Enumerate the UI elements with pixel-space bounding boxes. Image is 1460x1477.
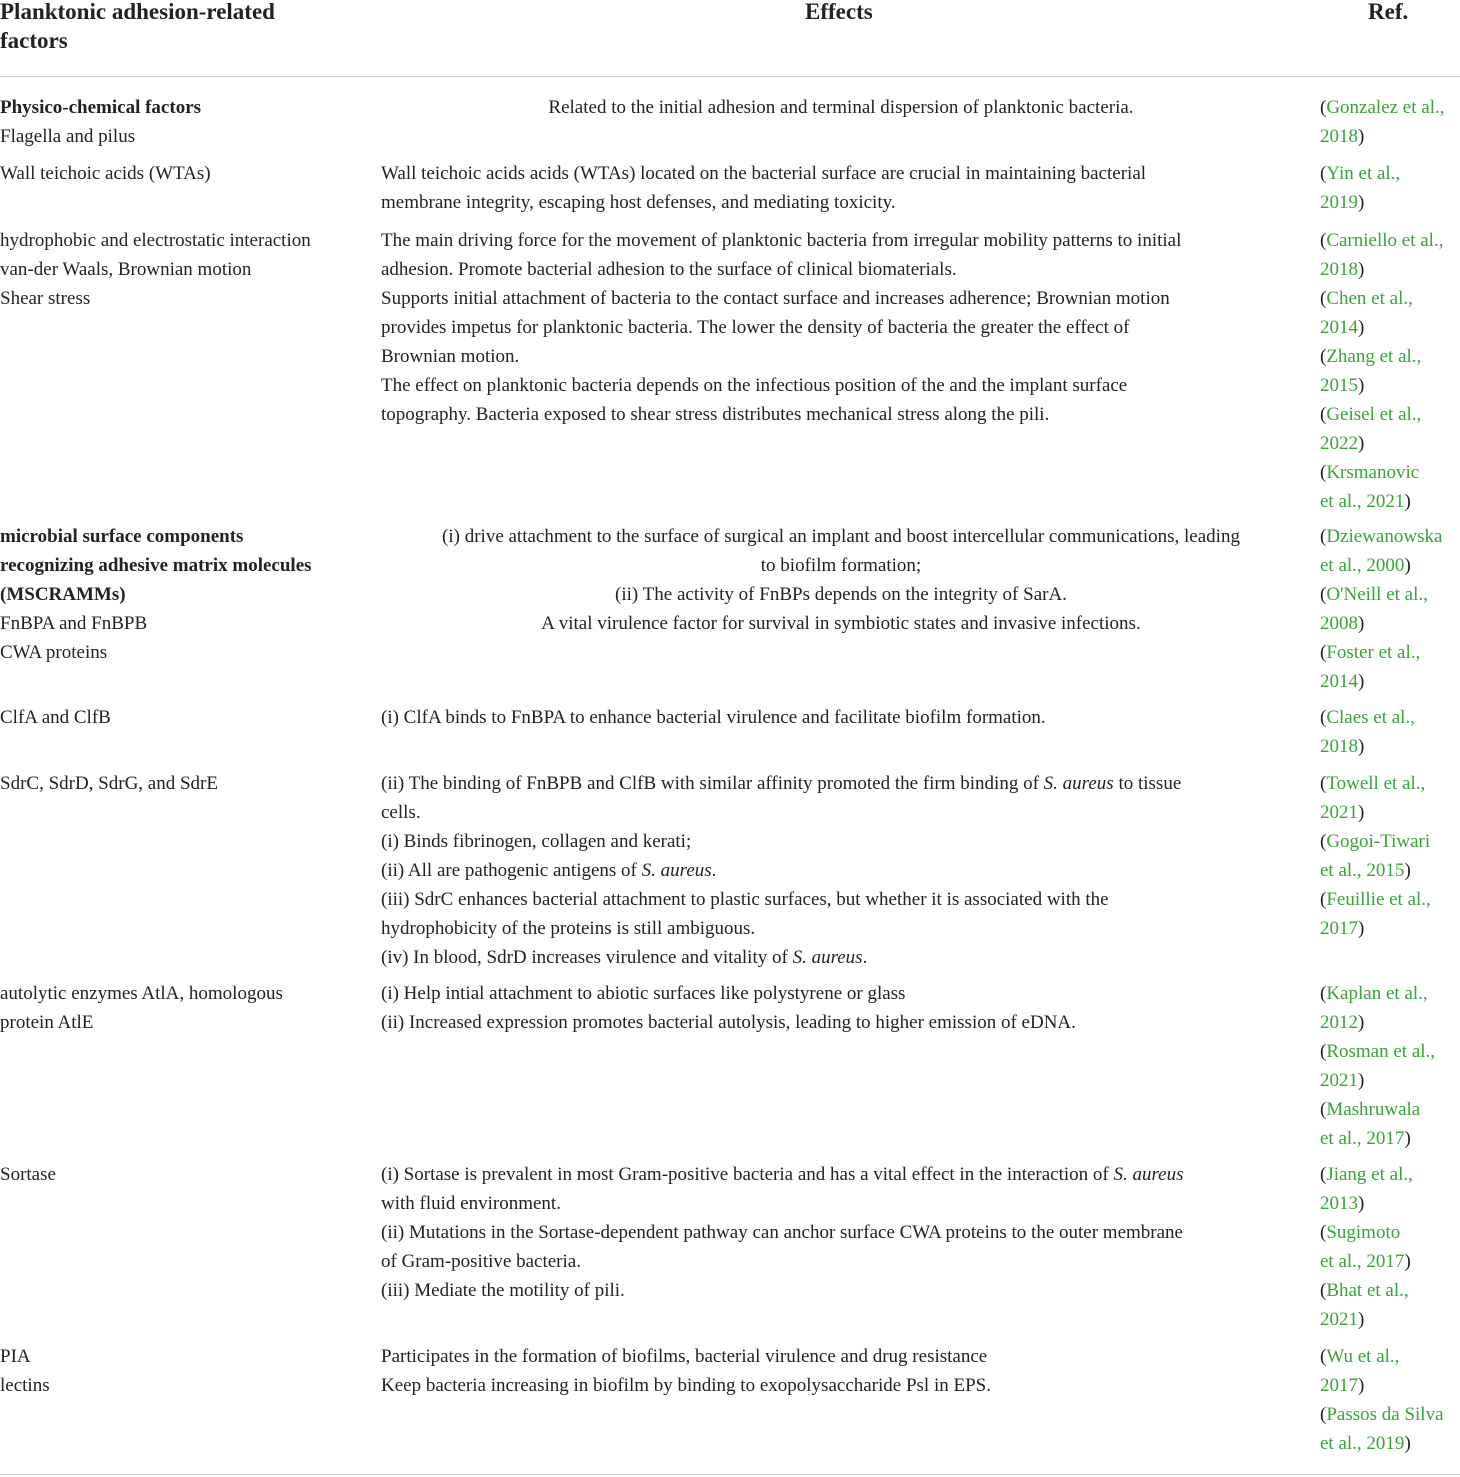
effects-cell: Participates in the formation of biofilms, bacterial virulence and drug resistance Keep bacteria increasing in biofilm by binding to exopolysaccharide Psl in EPS. — [381, 1346, 991, 1396]
ref-link[interactable]: (Feuillie et al., — [1320, 889, 1431, 910]
factor-cell: PIA lectins — [0, 1346, 50, 1396]
ref-cell: (Claes et al., 2018) — [1320, 703, 1460, 761]
ref-link[interactable]: (Wu et al., — [1320, 1346, 1400, 1367]
table-header — [0, 0, 1460, 76]
factor-cell: microbial surface components recognizing adhesive matrix molecules (MSCRAMMs) FnBPA and FnBPB CWA proteins — [0, 526, 312, 663]
footer-rule — [0, 1474, 1460, 1475]
factor-cell: ClfA and ClfB — [0, 707, 111, 728]
header-ref: Ref. — [1368, 0, 1409, 24]
ref-link[interactable]: (Geisel et al., — [1320, 404, 1422, 425]
factor-cell: Wall teichoic acids (WTAs) — [0, 163, 211, 184]
effects-cell: The main driving force for the movement of planktonic bacteria from irregular mobility patterns to initial adhesion. Promote bacterial adhesion to the surface of clinical biomaterials. Supports initial attachment of bacteria to the contact surface and increases adherence; Brownian motion provides impetus for planktonic bacteria. The lower the density of bacteria the greater the effect of Brownian motion. The effect on planktonic bacteria depends on the infectious position of the and the implant surface topography. Bacteria exposed to shear stress distributes mechanical stress along the pili. — [381, 230, 1182, 425]
ref-link[interactable]: (Carniello et al., — [1320, 230, 1444, 251]
ref-link[interactable]: (Rosman et al., — [1320, 1041, 1436, 1062]
ref-link[interactable]: (Bhat et al., — [1320, 1280, 1409, 1301]
ref-cell: (Wu et al., 2017) (Passos da Silva et al., 2019) — [1320, 1342, 1460, 1458]
ref-link[interactable]: (Mashruwala — [1320, 1099, 1421, 1120]
effect-line-saureus: (iv) In blood, SdrD increases virulence and vitality of S. aureus. — [381, 947, 868, 968]
ref-cell: (Dziewanowska et al., 2000) (O'Neill et al., 2008) (Foster et al., 2014) — [1320, 522, 1460, 696]
effects-cell: (ii) The binding of FnBPB and ClfB with similar affinity promoted the firm binding of S. aureus to tissue cells. (i) Binds fibrinogen, collagen and kerati; (ii) All are pathogenic antigens of S. aureus. (iii) SdrC enhances bacterial attachment to plastic surfaces, but whether it is associated with the hydrophobicity of the proteins is still ambiguous. (iv) In blood, SdrD increases virulence and vitality of S. aureus. — [381, 769, 1311, 972]
header-effects: Effects — [805, 0, 873, 24]
ref-link[interactable]: (Kaplan et al., — [1320, 983, 1428, 1004]
effects-cell: (i) ClfA binds to FnBPA to enhance bacterial virulence and facilitate biofilm formation. — [381, 707, 1046, 728]
ref-link[interactable]: (Claes et al., — [1320, 707, 1415, 728]
ref-link[interactable]: (Passos da Silva — [1320, 1404, 1444, 1425]
effects-cell: (i) Sortase is prevalent in most Gram-positive bacteria and has a vital effect in the interaction of S. aureus with fluid environment. (ii) Mutations in the Sortase-dependent pathway can anchor surface CWA proteins to the outer membrane of Gram-positive bacteria. (iii) Mediate the motility of pili. — [381, 1160, 1311, 1305]
effect-line-saureus: (ii) The binding of FnBPB and ClfB with similar affinity promoted the firm binding of S. aureus to tissue — [381, 773, 1182, 794]
effects-cell: Wall teichoic acids acids (WTAs) located on the bacterial surface are crucial in maintaining bacterial membrane integrity, escaping host defenses, and mediating toxicity. — [381, 163, 1147, 213]
factor-cell: hydrophobic and electrostatic interaction van-der Waals, Brownian motion Shear stress — [0, 230, 311, 309]
effects-cell: (i) Help intial attachment to abiotic surfaces like polystyrene or glass (ii) Increased expression promotes bacterial autolysis, leading to higher emission of eDNA. — [381, 983, 1076, 1033]
factor-cell: SdrC, SdrD, SdrG, and SdrE — [0, 773, 218, 794]
ref-link[interactable]: (O'Neill et al., — [1320, 584, 1428, 605]
factor-cell: Sortase — [0, 1164, 56, 1185]
ref-link[interactable]: (Sugimoto — [1320, 1222, 1401, 1243]
effects-cell: (i) drive attachment to the surface of surgical an implant and boost intercellular communications, leading to biofilm formation; (ii) The activity of FnBPs depends on the integrity of SarA. A vital virulence factor for survival in symbiotic states and invasive infections. — [442, 526, 1240, 634]
header-rule — [0, 76, 1460, 77]
header-factors: Planktonic adhesion-related factors — [0, 0, 275, 53]
ref-link[interactable]: (Foster et al., — [1320, 642, 1421, 663]
ref-link[interactable]: (Towell et al., — [1320, 773, 1426, 794]
ref-link[interactable]: (Dziewanowska — [1320, 526, 1443, 547]
effect-line-saureus: (ii) All are pathogenic antigens of S. aureus. — [381, 860, 717, 881]
ref-cell: (Towell et al., 2021) (Gogoi-Tiwari et al., 2015) (Feuillie et al., 2017) — [1320, 769, 1460, 943]
ref-cell: (Carniello et al., 2018) (Chen et al., 2014) (Zhang et al., 2015) (Geisel et al., 2022) (Krsmanovic et al., 2021) — [1320, 226, 1460, 516]
ref-link[interactable]: (Gonzalez et al., — [1320, 97, 1445, 118]
ref-link[interactable]: (Chen et al., — [1320, 288, 1413, 309]
effect-line-saureus: (i) Sortase is prevalent in most Gram-positive bacteria and has a vital effect in the interaction of S. aureus — [381, 1164, 1184, 1185]
factor-cell: Physico-chemical factors Flagella and pilus — [0, 97, 202, 147]
ref-link[interactable]: (Yin et al., — [1320, 163, 1401, 184]
ref-link[interactable]: (Gogoi-Tiwari — [1320, 831, 1431, 852]
effects-cell: Related to the initial adhesion and terminal dispersion of planktonic bacteria. — [548, 97, 1134, 118]
ref-cell: (Yin et al., 2019) — [1320, 159, 1460, 217]
ref-link[interactable]: (Jiang et al., — [1320, 1164, 1413, 1185]
ref-cell: (Gonzalez et al., 2018) — [1320, 93, 1460, 151]
ref-cell: (Kaplan et al., 2012) (Rosman et al., 2021) (Mashruwala et al., 2017) — [1320, 979, 1460, 1153]
ref-link[interactable]: (Krsmanovic — [1320, 462, 1420, 483]
factor-cell: autolytic enzymes AtlA, homologous protein AtlE — [0, 983, 283, 1033]
ref-link[interactable]: (Zhang et al., — [1320, 346, 1422, 367]
ref-cell: (Jiang et al., 2013) (Sugimoto et al., 2017) (Bhat et al., 2021) — [1320, 1160, 1460, 1334]
